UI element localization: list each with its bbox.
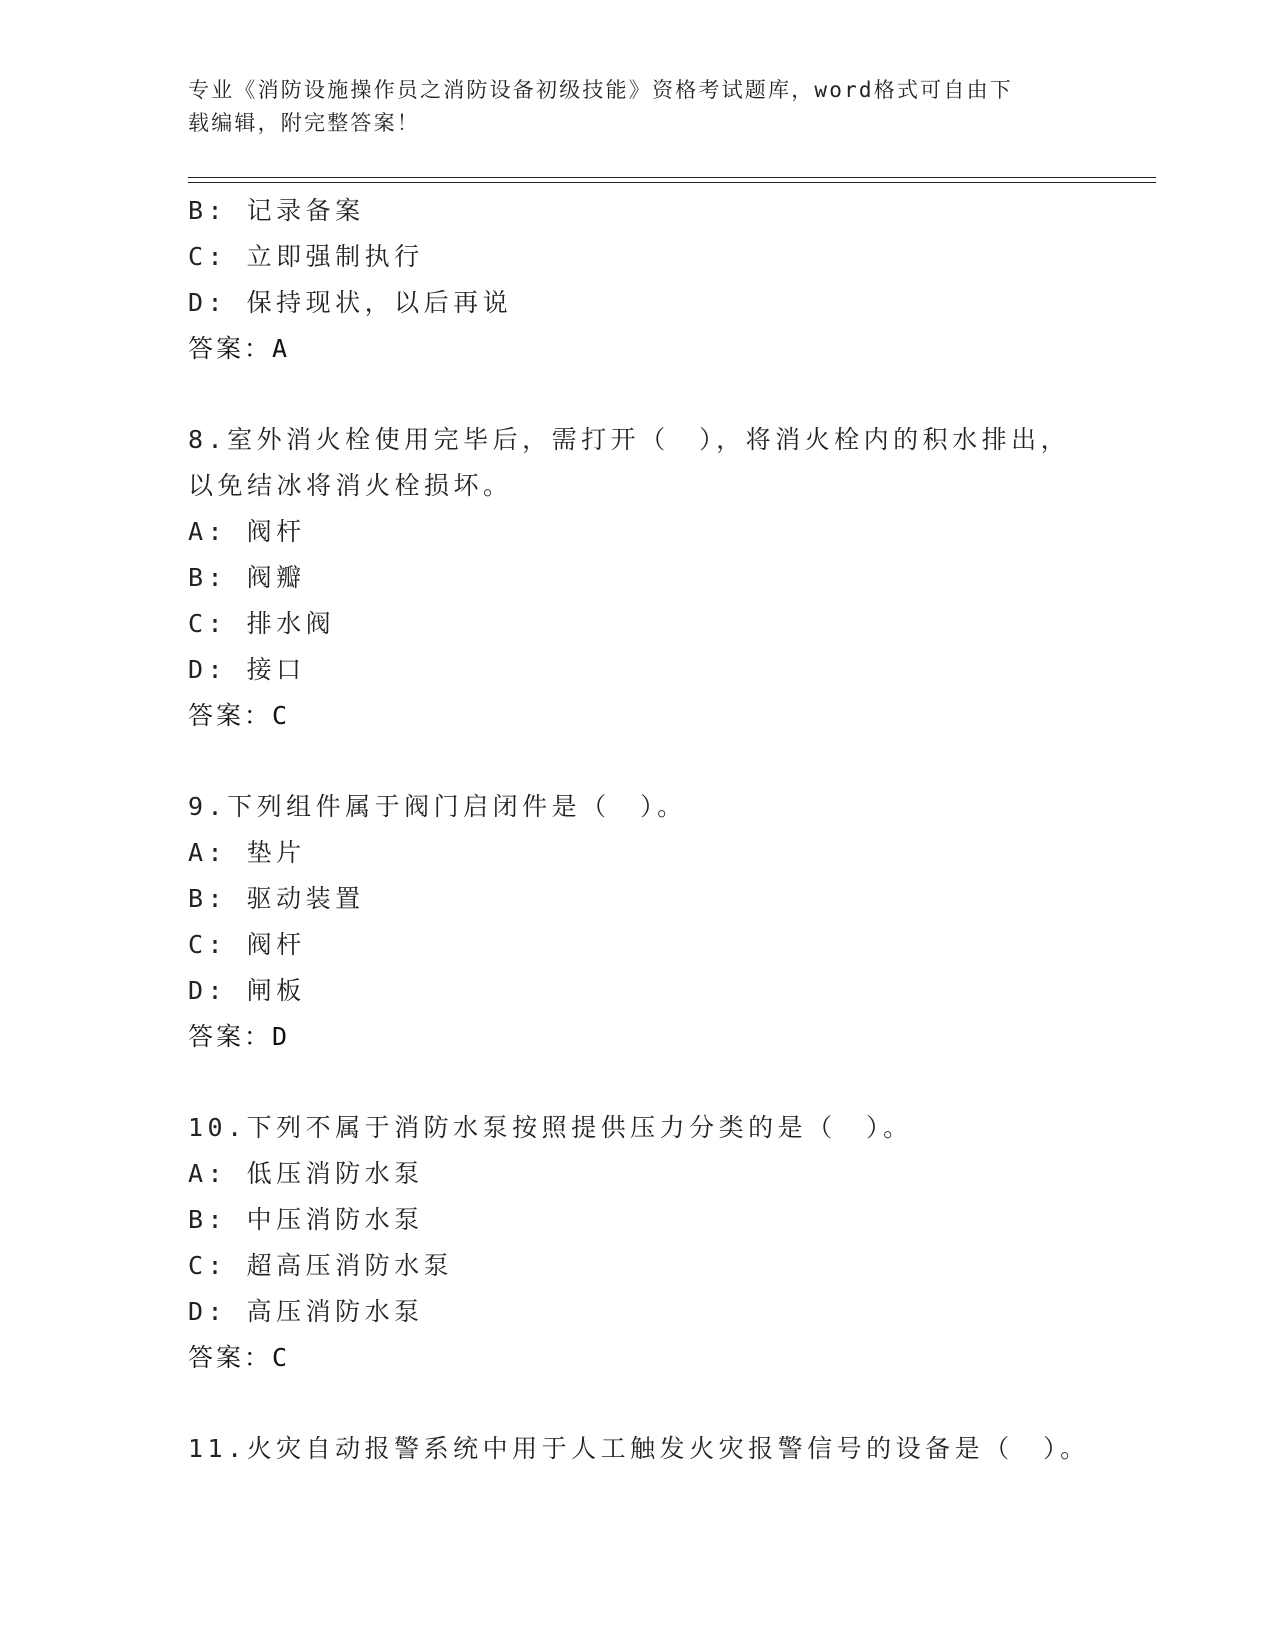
question-8 xyxy=(188,417,1168,739)
option-a xyxy=(188,1151,1168,1197)
option-d xyxy=(188,280,1168,326)
answer-line: 答案：A xyxy=(188,334,291,363)
option-a xyxy=(188,830,1168,876)
question-list xyxy=(188,188,1168,1472)
question-11 xyxy=(188,1426,1168,1472)
option-text: 高压消防水泵 xyxy=(246,1297,424,1326)
option-text: 记录备案 xyxy=(246,196,365,225)
option-label: C: xyxy=(188,1251,228,1280)
option-b xyxy=(188,555,1168,601)
option-text: 立即强制执行 xyxy=(246,242,424,271)
question-stem-line-1: 10.下列不属于消防水泵按照提供压力分类的是（ ）。 xyxy=(188,1113,913,1142)
option-d xyxy=(188,647,1168,693)
option-text: 排水阀 xyxy=(246,609,336,638)
option-d xyxy=(188,1289,1168,1335)
option-label: A: xyxy=(188,838,228,867)
option-c xyxy=(188,234,1168,280)
option-label: B: xyxy=(188,196,228,225)
question-stem-line-1: 9.下列组件属于阀门启闭件是（ ）。 xyxy=(188,792,687,821)
option-b xyxy=(188,876,1168,922)
answer-line: 答案：D xyxy=(188,1022,291,1051)
answer-line: 答案：C xyxy=(188,1343,291,1372)
option-text: 阀杆 xyxy=(246,930,306,959)
option-text: 接口 xyxy=(246,655,306,684)
option-b xyxy=(188,1197,1168,1243)
option-text: 垫片 xyxy=(246,838,306,867)
question-10 xyxy=(188,1105,1168,1381)
option-label: A: xyxy=(188,1159,228,1188)
header-divider-bottom xyxy=(188,182,1156,183)
option-label: B: xyxy=(188,884,228,913)
option-text: 驱动装置 xyxy=(246,884,365,913)
option-label: A: xyxy=(188,517,228,546)
question-stem-line-1: 11.火灾自动报警系统中用于人工触发火灾报警信号的设备是（ ）。 xyxy=(188,1434,1090,1463)
option-d xyxy=(188,968,1168,1014)
header-line-2: 载编辑，附完整答案！ xyxy=(188,111,420,135)
header-line-1: 专业《消防设施操作员之消防设备初级技能》资格考试题库，word格式可自由下 xyxy=(188,78,1013,102)
option-text: 低压消防水泵 xyxy=(246,1159,424,1188)
option-label: C: xyxy=(188,930,228,959)
question-9 xyxy=(188,784,1168,1060)
option-label: D: xyxy=(188,288,228,317)
option-text: 保持现状，以后再说 xyxy=(246,288,513,317)
document-header xyxy=(188,74,1088,140)
option-label: D: xyxy=(188,976,228,1005)
option-label: C: xyxy=(188,609,228,638)
option-text: 中压消防水泵 xyxy=(246,1205,424,1234)
option-text: 超高压消防水泵 xyxy=(246,1251,454,1280)
option-label: D: xyxy=(188,1297,228,1326)
option-text: 阀瓣 xyxy=(246,563,306,592)
option-label: D: xyxy=(188,655,228,684)
option-text: 闸板 xyxy=(246,976,306,1005)
question-7-continuation xyxy=(188,188,1168,372)
option-label: B: xyxy=(188,1205,228,1234)
question-stem-line-1: 8.室外消火栓使用完毕后，需打开（ ），将消火栓内的积水排出， xyxy=(188,425,1071,454)
question-stem-line-2: 以免结冰将消火栓损坏。 xyxy=(188,471,513,500)
option-c xyxy=(188,922,1168,968)
option-c xyxy=(188,601,1168,647)
header-divider-top xyxy=(188,177,1156,178)
answer-line: 答案：C xyxy=(188,701,291,730)
option-b xyxy=(188,188,1168,234)
option-label: C: xyxy=(188,242,228,271)
option-label: B: xyxy=(188,563,228,592)
option-a xyxy=(188,509,1168,555)
option-text: 阀杆 xyxy=(246,517,306,546)
option-c xyxy=(188,1243,1168,1289)
